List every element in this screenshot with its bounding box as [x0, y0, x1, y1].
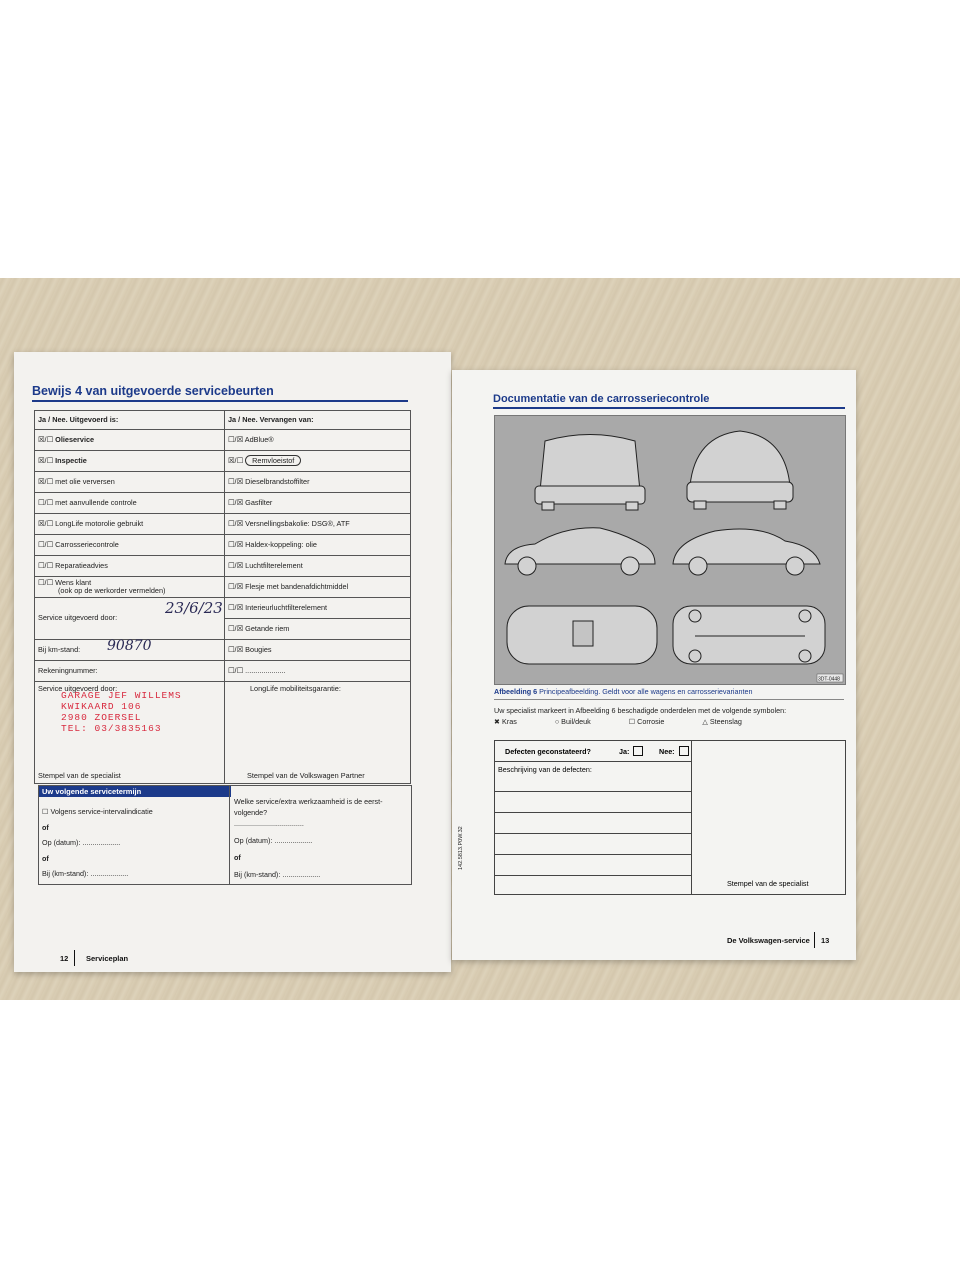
handwritten-km: 90870: [107, 638, 152, 654]
figure-code: 3DT-0448: [818, 676, 840, 683]
stamp-partner-cell: LongLife mobiliteitsgarantie: Stempel van de Volkswagen Partner: [225, 682, 411, 784]
stamp-specialist-cell: Service uitgevoerd door: GARAGE JEF WILLEMS KWIKAARD 106 2980 ZOERSEL TEL: 03/3835163 Stempel van de specialist: [35, 682, 225, 784]
next-service-left: ☐ Volgens service-intervalindicatie of Op (datum): ................... of Bij (km-stand): ...................: [42, 807, 153, 878]
account-cell: Rekeningnummer:: [35, 661, 225, 682]
defect-line: [495, 854, 691, 855]
next-service-header: Uw volgende servicetermijn: [39, 786, 231, 797]
car-views-svg: [495, 416, 845, 684]
car-side-left: [505, 528, 655, 575]
row-interieurfilter: ☐/☒ Interieurluchtfilterelement: [225, 598, 411, 619]
row-wens-klant: ☐/☐ Wens klant (ook op de werkorder vermelden): [35, 577, 225, 598]
footer-right: De Volkswagen-service: [727, 936, 810, 945]
page-title: Bewijs 4 van uitgevoerde servicebeurten: [32, 384, 274, 398]
row-adblue: ☐/☒ AdBlue®: [225, 430, 411, 451]
row-gasfilter: ☐/☒ Gasfilter: [225, 493, 411, 514]
car-top-view: [507, 606, 657, 664]
row-olie-verversen: ☒/☐ met olie verversen: [35, 472, 225, 493]
title-rule: [32, 400, 408, 402]
car-front-view: [687, 431, 793, 509]
left-page: [14, 352, 451, 972]
defects-header-row: Defecten geconstateerd? Ja: Nee:: [495, 741, 692, 762]
row-carrosseriecontrole: ☐/☐ Carrosseriecontrole: [35, 535, 225, 556]
handwritten-date: 23/6/23: [165, 599, 223, 617]
row-aanvullende-controle: ☐/☐ met aanvullende controle: [35, 493, 225, 514]
row-reparatieadvies: ☐/☐ Reparatieadvies: [35, 556, 225, 577]
col1-header: Ja / Nee. Uitgevoerd is:: [35, 411, 225, 430]
footer-divider-right: [814, 932, 815, 948]
row-longlife-olie: ☒/☐ LongLife motorolie gebruikt: [35, 514, 225, 535]
caption-rule: [494, 699, 844, 700]
right-page: [452, 370, 856, 960]
describe-label: Beschrijving van de defecten:: [498, 765, 592, 774]
title-rule-right: [493, 407, 845, 409]
row-haldex: ☐/☒ Haldex-koppeling: olie: [225, 535, 411, 556]
page-title-right: Documentatie van de carrosseriecontrole: [493, 393, 710, 405]
service-by-cell: Service uitgevoerd door: 23/6/23: [35, 598, 225, 640]
defect-line: [495, 791, 691, 792]
service-table: [34, 410, 411, 784]
row-dieselfilter: ☐/☒ Dieselbrandstoffilter: [225, 472, 411, 493]
row-bandenafdicht: ☐/☒ Flesje met bandenafdichtmiddel: [225, 577, 411, 598]
km-cell: Bij km-stand: 90870: [35, 640, 225, 661]
row-versnellingsbakolie: ☐/☒ Versnellingsbakolie: DSG®, ATF: [225, 514, 411, 535]
car-rear-view: [535, 435, 645, 511]
symbol-legend: ✖ Kras ○ Buil/deuk ☐ Corrosie △ Steenslag: [494, 717, 742, 726]
footer-divider: [74, 950, 75, 966]
instruction-text: Uw specialist markeert in Afbeelding 6 beschadigde onderdelen met de volgende symbolen:: [494, 706, 787, 715]
defect-line: [495, 875, 691, 876]
side-code: 142.5813.P0W.32: [458, 826, 464, 870]
figure-caption: Afbeelding 6 Principeafbeelding. Geldt voor alle wagens en carrosserievarianten: [494, 687, 753, 696]
row-inspectie: ☒/☐ Inspectie: [35, 451, 225, 472]
garage-stamp: GARAGE JEF WILLEMS KWIKAARD 106 2980 ZOERSEL TEL: 03/3835163: [61, 690, 182, 734]
defect-line: [495, 833, 691, 834]
next-service-right: Welke service/extra werkzaamheid is de eerst- volgende? ................................... Op (datum): ................... of Bij (km-stand): ...................: [234, 797, 383, 879]
col2-header: Ja / Nee. Vervangen van:: [225, 411, 411, 430]
row-getande-riem: ☐/☒ Getande riem: [225, 619, 411, 640]
row-luchtfilter: ☐/☒ Luchtfilterelement: [225, 556, 411, 577]
row-remvloeistof: ☒/☐ Remvloeistof: [225, 451, 411, 472]
next-service-box: [38, 785, 412, 885]
nee-checkbox[interactable]: [679, 746, 689, 756]
row-olieservice: ☒/☐ Olieservice: [35, 430, 225, 451]
row-bougies: ☐/☒ Bougies: [225, 640, 411, 661]
footer-left: Serviceplan: [86, 954, 129, 963]
car-underbody-view: [673, 606, 825, 664]
defects-divider: [691, 761, 692, 894]
ja-checkbox[interactable]: [633, 746, 643, 756]
page-number-left: 12: [60, 954, 69, 963]
next-service-divider: [229, 786, 230, 884]
page-number-right: 13: [821, 936, 830, 945]
car-side-right: [673, 529, 820, 575]
stamp-specialist-right: Stempel van de specialist: [727, 879, 809, 888]
defects-box: [494, 740, 846, 895]
row-extra: ☐/☐ ....................: [225, 661, 411, 682]
defect-line: [495, 812, 691, 813]
car-diagram: [494, 415, 846, 685]
